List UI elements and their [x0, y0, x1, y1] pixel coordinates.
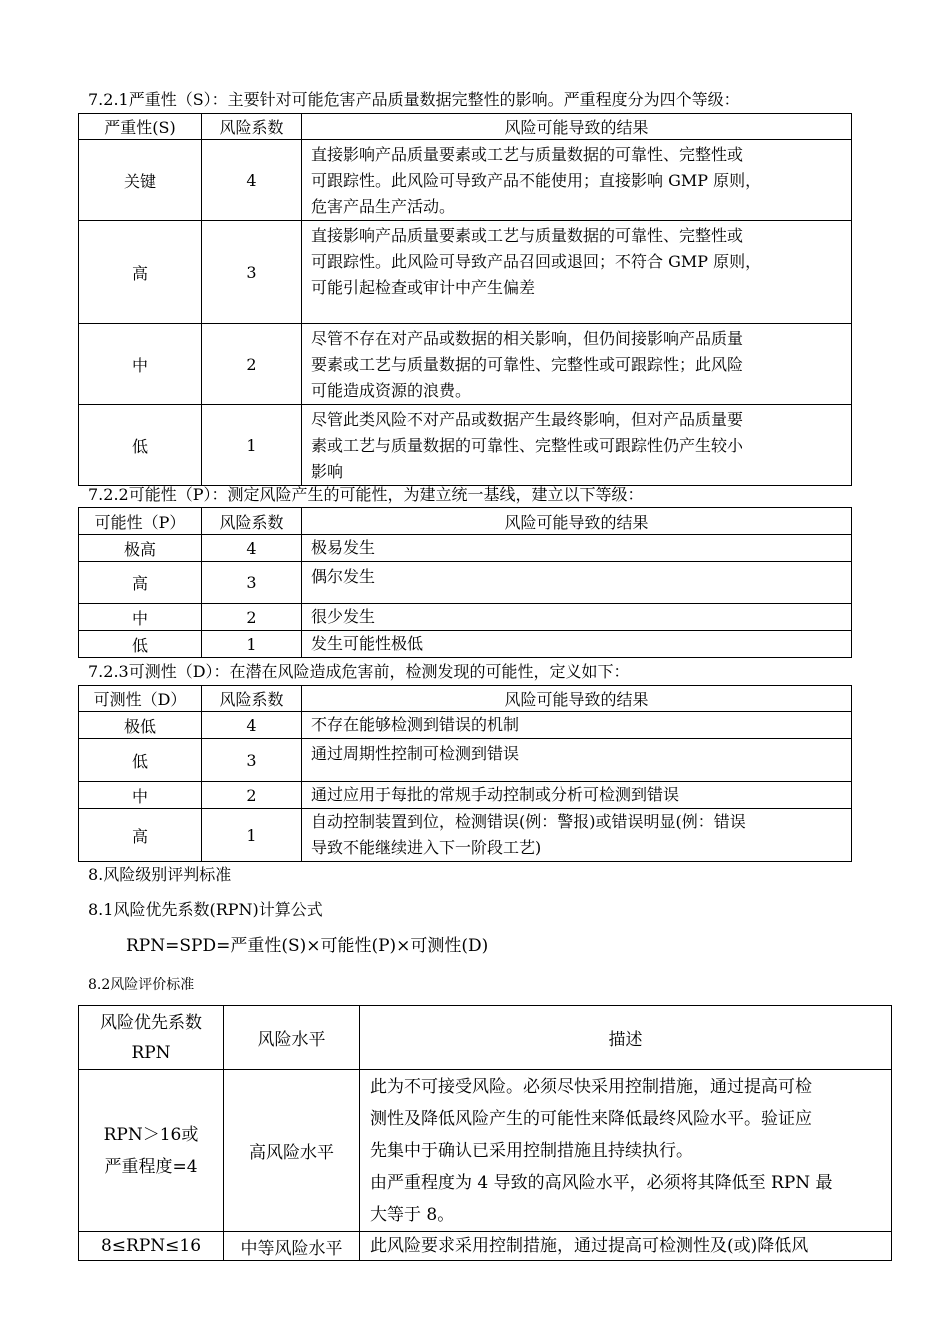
rpn-range-line: 严重程度=4 [104, 1156, 198, 1177]
result-line: 要素或工艺与质量数据的可靠性、完整性或可跟踪性；此风险 [311, 355, 744, 374]
table-row [79, 809, 852, 862]
probability-level: 中 [79, 604, 202, 631]
header-risk-level: 风险水平 [224, 1006, 360, 1070]
section-heading-severity: 7.2.1严重性（S）：主要针对可能危害产品质量数据完整性的影响。严重程度分为四个等级： [88, 90, 740, 109]
header-detectability: 可测性（D） [79, 686, 202, 712]
header-description: 描述 [360, 1006, 892, 1070]
result-line: 危害产品生产活动。 [311, 197, 456, 216]
risk-coefficient: 4 [202, 712, 302, 739]
severity-level: 关键 [79, 140, 202, 221]
detectability-level: 高 [79, 809, 202, 862]
rpn-formula: RPN=SPD=严重性(S)×可能性(P)×可测性(D) [126, 936, 489, 956]
header-result: 风险可能导致的结果 [302, 114, 852, 140]
result-text: 不存在能够检测到错误的机制 [302, 712, 852, 739]
result-line: 素或工艺与质量数据的可靠性、完整性或可跟踪性仍产生较小 [311, 436, 744, 455]
detectability-level: 极低 [79, 712, 202, 739]
section-heading-detectability: 7.2.3可测性（D）：在潜在风险造成危害前，检测发现的可能性，定义如下： [88, 662, 630, 681]
result-line: 可跟踪性。此风险可导致产品不能使用；直接影响 GMP 原则， [311, 171, 762, 190]
subheading-rpn-formula: 8.1风险优先系数(RPN)计算公式 [88, 900, 323, 919]
table-row [79, 324, 852, 405]
detectability-level: 低 [79, 739, 202, 782]
result-text: 极易发生 [302, 535, 852, 562]
result-line: 直接影响产品质量要素或工艺与质量数据的可靠性、完整性或 [311, 226, 744, 245]
header-coefficient: 风险系数 [202, 508, 302, 535]
result-line: 可跟踪性。此风险可导致产品召回或退回；不符合 GMP 原则， [311, 252, 762, 271]
header-coefficient: 风险系数 [202, 686, 302, 712]
risk-level: 高风险水平 [224, 1070, 360, 1232]
severity-level: 中 [79, 324, 202, 405]
rpn-evaluation-table [78, 1005, 892, 1261]
result-line: 尽管不存在对产品或数据的相关影响，但仍间接影响产品质量 [311, 329, 744, 348]
header-coefficient: 风险系数 [202, 114, 302, 140]
description-text: 此风险要求采用控制措施，通过提高可检测性及(或)降低风 [360, 1232, 892, 1261]
table-header-row [79, 1006, 892, 1070]
result-line: 影响 [311, 462, 344, 481]
header-rpn-line: 风险优先系数 [100, 1012, 202, 1033]
probability-level: 低 [79, 631, 202, 658]
risk-coefficient: 4 [202, 535, 302, 562]
rpn-range [79, 1070, 224, 1232]
description-line: 测性及降低风险产生的可能性来降低最终风险水平。验证应 [370, 1109, 812, 1129]
result-text: 通过应用于每批的常规手动控制或分析可检测到错误 [302, 782, 852, 809]
header-probability: 可能性（P） [79, 508, 202, 535]
result-line: 可能引起检查或审计中产生偏差 [311, 278, 536, 297]
subheading-risk-evaluation: 8.2风险评价标准 [88, 977, 195, 993]
table-row [79, 140, 852, 221]
probability-level: 高 [79, 562, 202, 604]
severity-table [78, 113, 852, 486]
header-severity: 严重性(S) [79, 114, 202, 140]
severity-level: 低 [79, 405, 202, 486]
header-result: 风险可能导致的结果 [302, 508, 852, 535]
section-heading-probability: 7.2.2可能性（P）：测定风险产生的可能性，为建立统一基线，建立以下等级： [88, 485, 644, 504]
table-row [79, 535, 852, 562]
risk-coefficient: 3 [202, 221, 302, 324]
result-line: 自动控制装置到位，检测错误(例：警报)或错误明显(例：错误 [311, 812, 746, 831]
result-text: 通过周期性控制可检测到错误 [302, 739, 852, 782]
result-line: 导致不能继续进入下一阶段工艺) [311, 838, 542, 857]
risk-coefficient: 1 [202, 631, 302, 658]
result-text: 偶尔发生 [302, 562, 852, 604]
risk-coefficient: 2 [202, 782, 302, 809]
description-line: 先集中于确认已采用控制措施且持续执行。 [370, 1141, 693, 1161]
header-rpn-line: RPN [131, 1042, 171, 1063]
risk-coefficient: 4 [202, 140, 302, 221]
description-line: 由严重程度为 4 导致的高风险水平，必须将其降低至 RPN 最 [370, 1173, 833, 1193]
section-heading-risk-criteria: 8.风险级别评判标准 [88, 865, 232, 884]
severity-level: 高 [79, 221, 202, 324]
result-text [302, 140, 852, 221]
result-text [302, 405, 852, 486]
result-line: 尽管此类风险不对产品或数据产生最终影响，但对产品质量要 [311, 410, 744, 429]
probability-level: 极高 [79, 535, 202, 562]
risk-coefficient: 1 [202, 405, 302, 486]
risk-coefficient: 1 [202, 809, 302, 862]
table-header-row [79, 508, 852, 535]
rpn-range-line: RPN＞16或 [103, 1124, 199, 1145]
result-text: 很少发生 [302, 604, 852, 631]
table-row [79, 1070, 892, 1232]
table-row [79, 604, 852, 631]
header-result: 风险可能导致的结果 [302, 686, 852, 712]
table-row [79, 782, 852, 809]
table-row [79, 1232, 892, 1261]
table-row [79, 631, 852, 658]
risk-coefficient: 3 [202, 562, 302, 604]
table-row [79, 562, 852, 604]
description-line: 此为不可接受风险。必须尽快采用控制措施，通过提高可检 [370, 1077, 812, 1097]
table-row [79, 221, 852, 324]
table-header-row [79, 114, 852, 140]
risk-coefficient: 2 [202, 604, 302, 631]
detectability-table [78, 685, 852, 862]
table-row [79, 405, 852, 486]
table-row [79, 739, 852, 782]
result-line: 可能造成资源的浪费。 [311, 381, 472, 400]
risk-coefficient: 2 [202, 324, 302, 405]
header-rpn [79, 1006, 224, 1070]
rpn-range: 8≤RPN≤16 [79, 1232, 224, 1261]
table-row [79, 712, 852, 739]
description-line: 大等于 8。 [370, 1205, 455, 1225]
table-header-row [79, 686, 852, 712]
result-text [302, 809, 852, 862]
result-text [302, 324, 852, 405]
result-text [302, 221, 852, 324]
result-text: 发生可能性极低 [302, 631, 852, 658]
probability-table [78, 507, 852, 658]
description-text [360, 1070, 892, 1232]
result-line: 直接影响产品质量要素或工艺与质量数据的可靠性、完整性或 [311, 145, 744, 164]
risk-level: 中等风险水平 [224, 1232, 360, 1261]
risk-coefficient: 3 [202, 739, 302, 782]
detectability-level: 中 [79, 782, 202, 809]
